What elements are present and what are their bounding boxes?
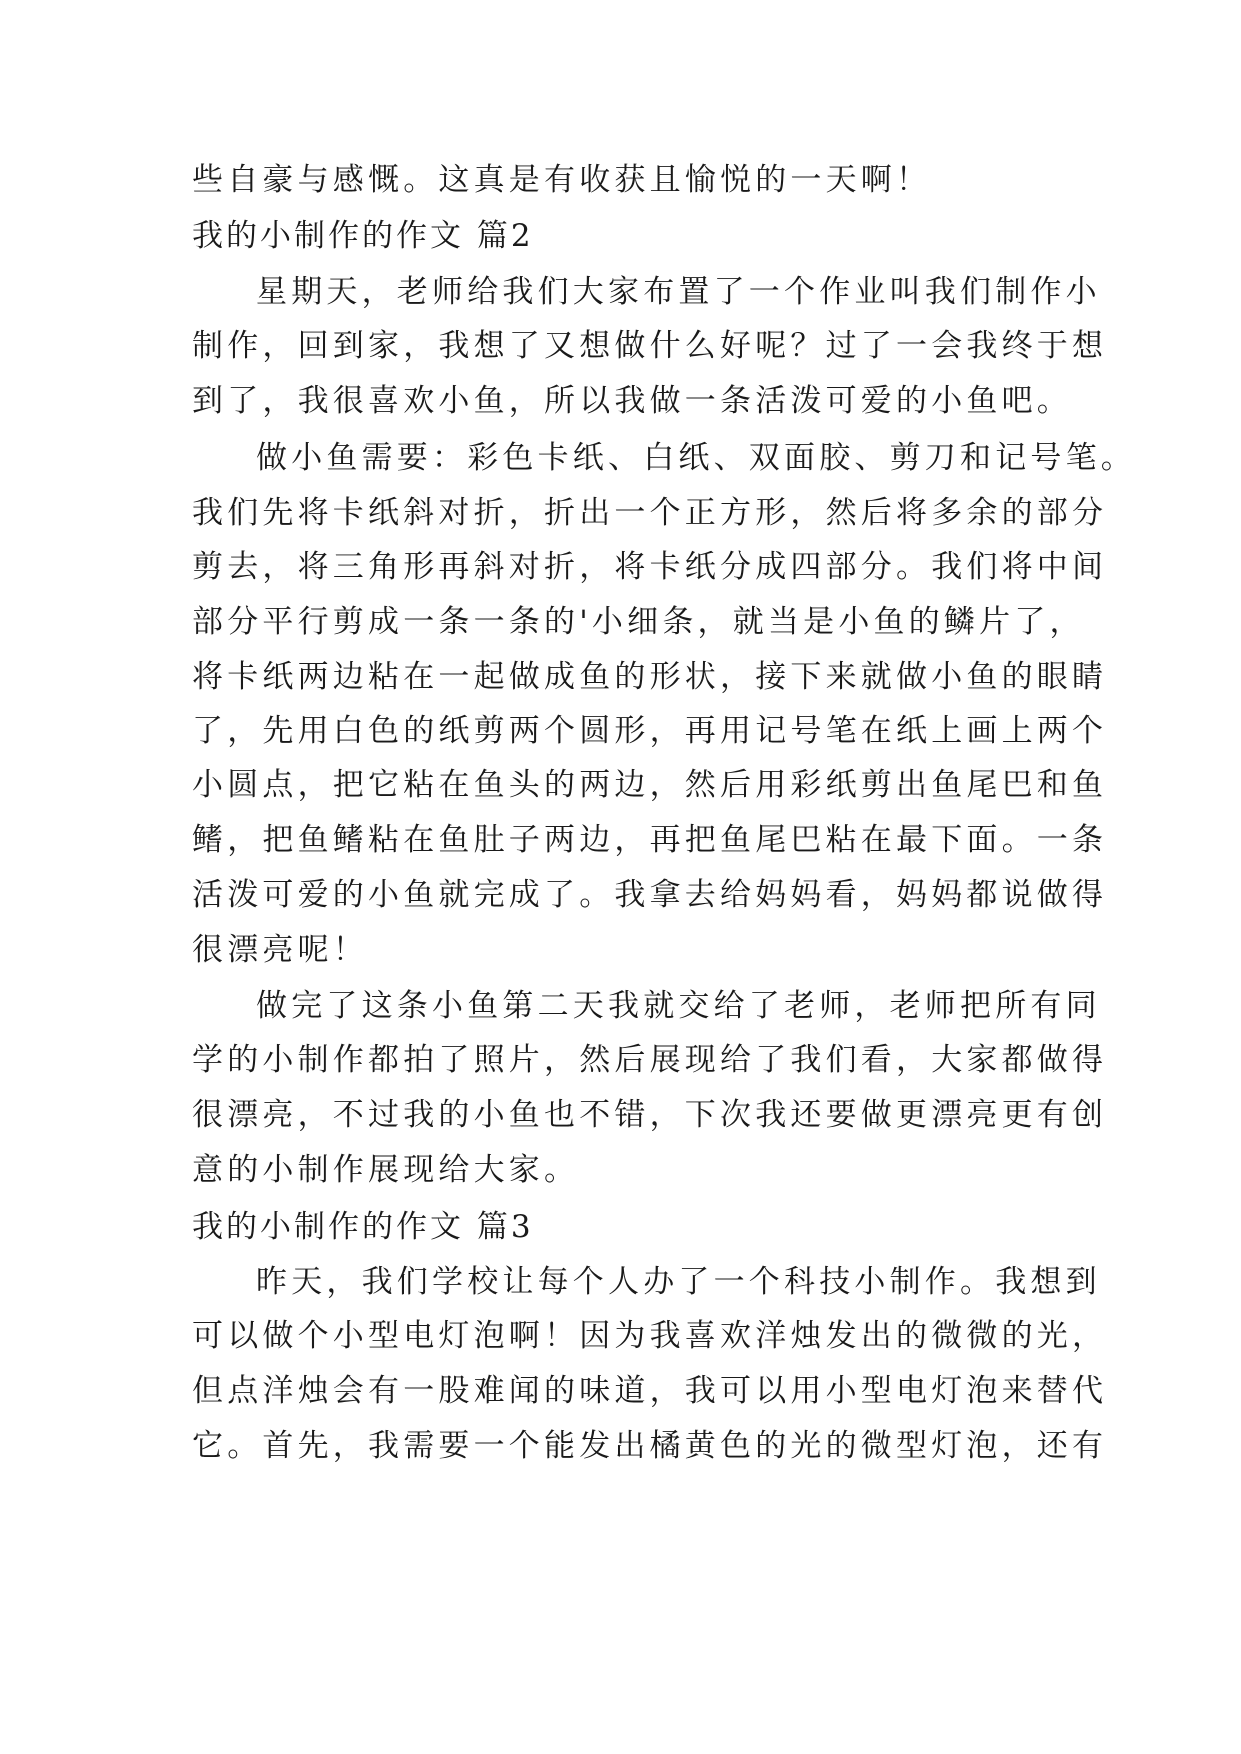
paragraph-line: 但点洋烛会有一股难闻的味道，我可以用小型电灯泡来替代 — [192, 1373, 1108, 1409]
section-heading: 我的小制作的作文 篇3 — [192, 1209, 534, 1245]
paragraph-line: 些自豪与感慨。这真是有收获且愉悦的一天啊！ — [192, 162, 932, 198]
paragraph-line: 做小鱼需要：彩色卡纸、白纸、双面胶、剪刀和记号笔。 — [256, 440, 1136, 476]
paragraph-line: 意的小制作展现给大家。 — [192, 1152, 580, 1188]
paragraph-line: 它。首先，我需要一个能发出橘黄色的光的微型灯泡，还有 — [192, 1428, 1108, 1464]
paragraph-line: 很漂亮呢！ — [192, 932, 368, 968]
paragraph-line: 可以做个小型电灯泡啊！因为我喜欢洋烛发出的微微的光， — [192, 1318, 1108, 1354]
paragraph-line: 星期天，老师给我们大家布置了一个作业叫我们制作小 — [256, 274, 1101, 310]
paragraph-line: 很漂亮，不过我的小鱼也不错，下次我还要做更漂亮更有创 — [192, 1097, 1108, 1133]
paragraph-line: 学的小制作都拍了照片，然后展现给了我们看，大家都做得 — [192, 1042, 1108, 1078]
paragraph-line: 我们先将卡纸斜对折，折出一个正方形，然后将多余的部分 — [192, 495, 1108, 531]
paragraph-line: 到了，我很喜欢小鱼，所以我做一条活泼可爱的小鱼吧。 — [192, 383, 1072, 419]
paragraph-line: 部分平行剪成一条一条的'小细条，就当是小鱼的鳞片了， — [192, 604, 1085, 640]
paragraph-line: 活泼可爱的小鱼就完成了。我拿去给妈妈看，妈妈都说做得 — [192, 877, 1108, 913]
section-heading: 我的小制作的作文 篇2 — [192, 218, 534, 254]
paragraph-line: 了，先用白色的纸剪两个圆形，再用记号笔在纸上画上两个 — [192, 713, 1108, 749]
paragraph-line: 鳍，把鱼鳍粘在鱼肚子两边，再把鱼尾巴粘在最下面。一条 — [192, 822, 1108, 858]
paragraph-line: 昨天，我们学校让每个人办了一个科技小制作。我想到 — [256, 1264, 1101, 1300]
paragraph-line: 将卡纸两边粘在一起做成鱼的形状，接下来就做小鱼的眼睛 — [192, 659, 1108, 695]
paragraph-line: 剪去，将三角形再斜对折，将卡纸分成四部分。我们将中间 — [192, 549, 1108, 585]
paragraph-line: 做完了这条小鱼第二天我就交给了老师，老师把所有同 — [256, 988, 1101, 1024]
paragraph-line: 制作，回到家，我想了又想做什么好呢？过了一会我终于想 — [192, 328, 1108, 364]
paragraph-line: 小圆点，把它粘在鱼头的两边，然后用彩纸剪出鱼尾巴和鱼 — [192, 767, 1108, 803]
